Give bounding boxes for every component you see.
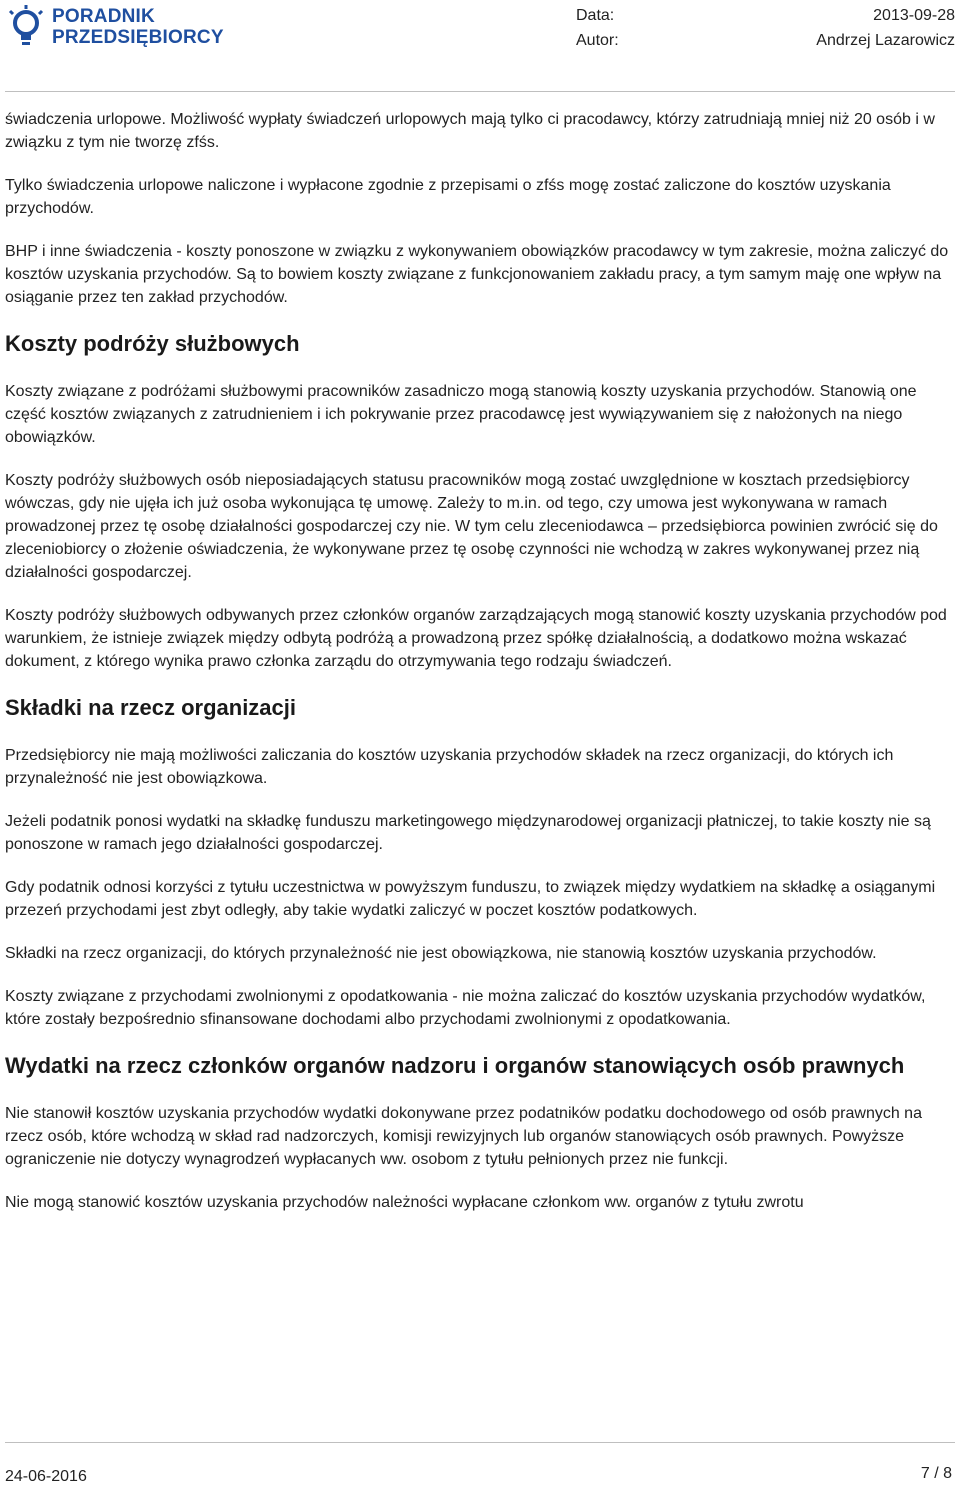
meta-values [816,3,955,53]
footer-divider [5,1442,955,1443]
header-divider [5,91,955,92]
paragraph: Tylko świadczenia urlopowe naliczone i wypłacone zgodnie z przepisami o zfśs mogę zostać zaliczone do kosztów uzyskania przychodów. [5,177,891,217]
date-value: 2013-09-28 [873,7,955,24]
paragraph: Gdy podatnik odnosi korzyści z tytułu uczestnictwa w powyższym funduszu, to związek między wydatkiem na składkę a osiąganymi przezeń przychodami jest zbyt odległy, aby takie wydatki zaliczyć w poczet kosztów podatkowych. [5,879,936,919]
lightbulb-icon [6,4,46,52]
paragraph: Koszty związane z podróżami służbowymi pracowników zasadniczo mogą stanowią koszty uzyskania przychodów. Stanowią one część kosztów związanych z zatrudnieniem i ich pokrywanie przez pracodawcę jest wywiązywaniem się z nałożonych na niego obowiązków. [5,383,917,446]
paragraph: Koszty podróży służbowych odbywanych przez członków organów zarządzających mogą stanowić koszty uzyskania przychodów pod warunkiem, że istnieje związek między odbytą podróżą a prowadzoną przez spółkę działalnością, a dodatkowo można wskazać dokument, z którego wynika prawo członka zarządu do otrzymywania tego rodzaju świadczeń. [5,607,947,670]
section-heading: Koszty podróży służbowych [5,331,300,356]
paragraph: Nie mogą stanowić kosztów uzyskania przychodów należności wypłacane członkom ww. organów z tytułu zwrotu [5,1194,804,1211]
paragraph: Koszty podróży służbowych osób nieposiadających statusu pracowników mogą zostać uwzględnione w kosztach przedsiębiorcy wówczas, gdy nie ujęła ich już osoba wykonująca tę umowę. Zależy to m.in. od tego, czy umowa jest wykonywana w ramach prowadzonej przez tę osobę działalności gospodarczej czy nie. W tym celu zleceniodawca – przedsiębiorca powinien zwrócić się do zleceniobiorcy o złożenie oświadczenia, że wykonywane przez tę osobę czynności nie wchodzą w zakres wykonywanej przez nią działalności gospodarczej. [5,472,938,581]
author-label: Autor: [576,32,619,49]
paragraph: Składki na rzecz organizacji, do których przynależność nie jest obowiązkowa, nie stanowią kosztów uzyskania przychodów. [5,945,877,962]
page-header [0,0,960,90]
logo-line-2: PRZEDSIĘBIORCY [52,27,224,48]
paragraph: Jeżeli podatnik ponosi wydatki na składkę funduszu marketingowego międzynarodowej organizacji płatniczej, to takie koszty nie są ponoszone w ramach jego działalności gospodarczej. [5,813,931,853]
page-number: 7 / 8 [920,1465,952,1482]
section-heading: Wydatki na rzecz członków organów nadzoru i organów stanowiących osób prawnych [5,1053,905,1078]
logo-text [52,6,224,48]
footer-date: 24-06-2016 [5,1468,87,1485]
paragraph: Nie stanowił kosztów uzyskania przychodów wydatki dokonywane przez podatników podatku dochodowego od osób prawnych na rzecz osób, które wchodzą w skład rad nadzorczych, komisji rewizyjnych lub organów stanowiących osób prawnych. Powyższe ograniczenie nie dotyczy wynagrodzeń wypłacanych ww. osobom z tytułu pełnionych przez nie funkcji. [5,1105,922,1168]
meta-labels [576,3,619,53]
paragraph: Koszty związane z przychodami zwolnionymi z opodatkowania - nie można zaliczać do kosztów uzyskania przychodów wydatków, które zostały bezpośrednio sfinansowane dochodami albo przychodami zwolnionymi z opodatkowania. [5,988,926,1028]
article-body [5,108,953,1234]
paragraph: BHP i inne świadczenia - koszty ponoszone w związku z wykonywaniem obowiązków pracodawcy w tym zakresie, można zaliczyć do kosztów uzyskania przychodów. Są to bowiem koszty związane z funkcjonowaniem zakładu pracy, a tym samym maję one wpływ na osiąganie przez ten zakład przychodów. [5,243,949,306]
paragraph: świadczenia urlopowe. Możliwość wypłaty świadczeń urlopowych mają tylko ci pracodawcy, którzy zatrudniają mniej niż 20 osób i w związku z tym nie tworzę zfśs. [5,111,935,151]
section-heading: Składki na rzecz organizacji [5,695,297,720]
author-value: Andrzej Lazarowicz [816,32,955,49]
logo-line-1: PORADNIK [52,6,155,27]
paragraph: Przedsiębiorcy nie mają możliwości zaliczania do kosztów uzyskania przychodów składek na rzecz organizacji, do których ich przynależność nie jest obowiązkowa. [5,747,894,787]
logo[interactable] [6,4,224,52]
date-label: Data: [576,7,615,24]
